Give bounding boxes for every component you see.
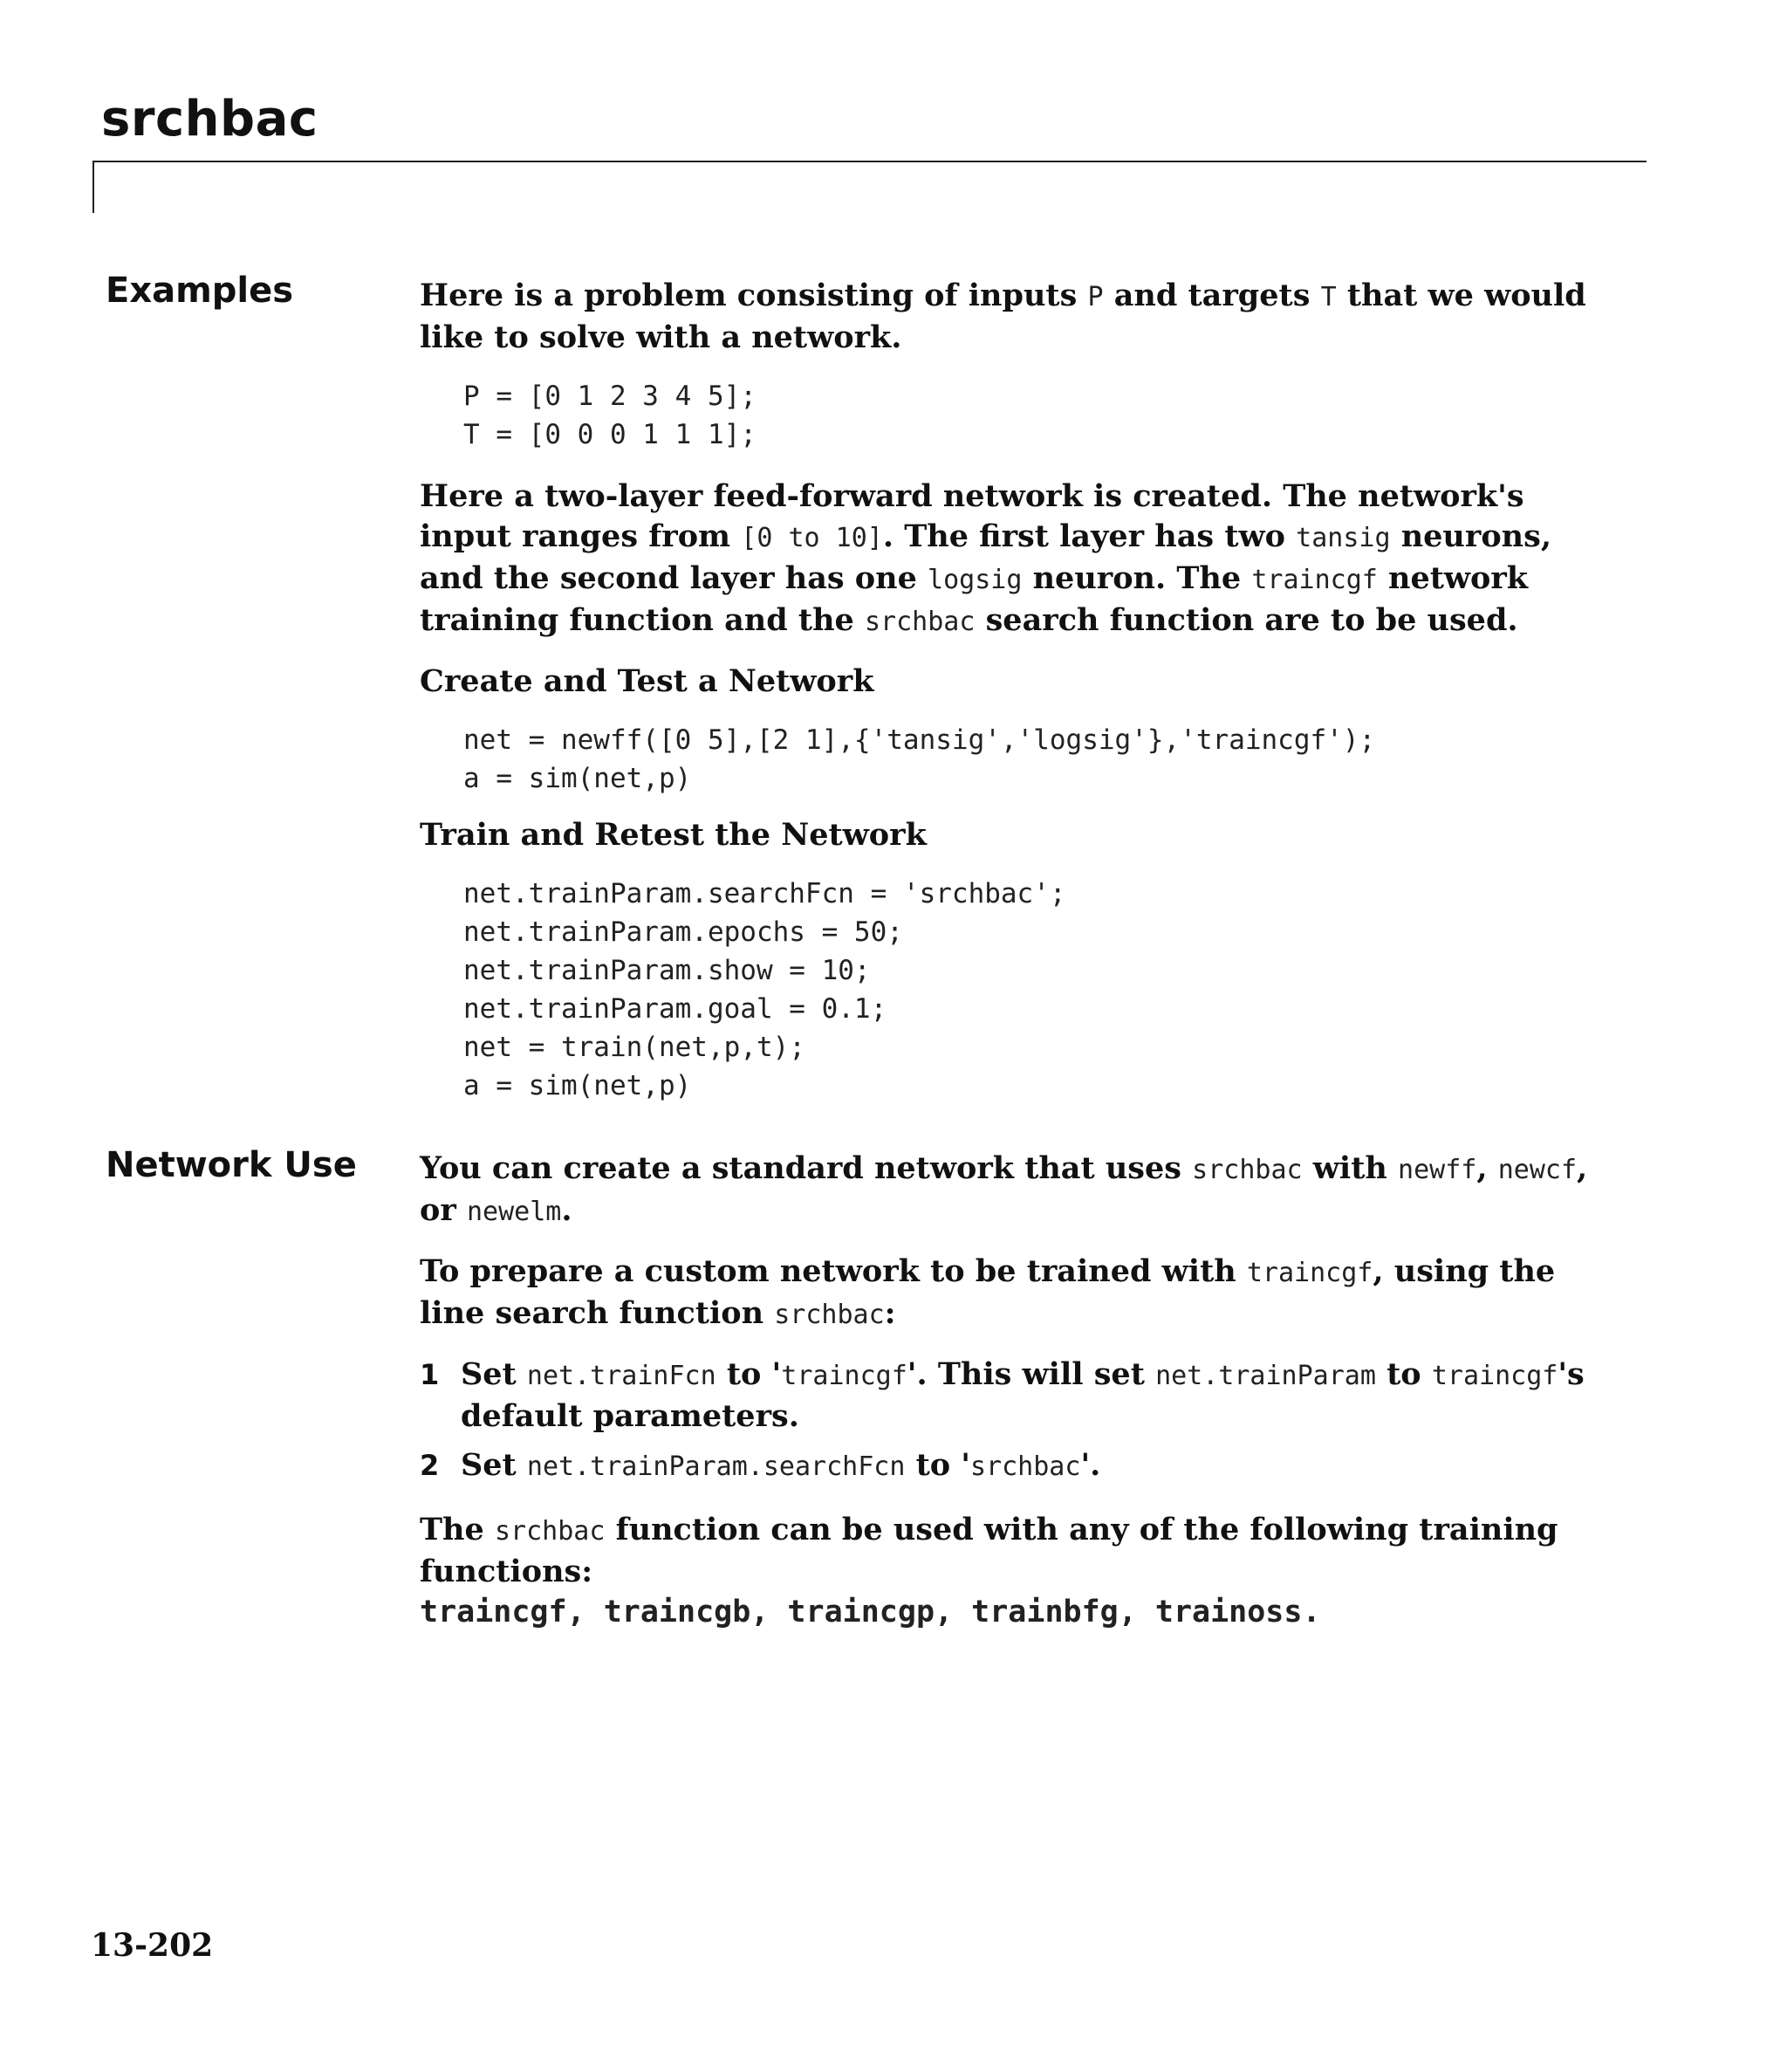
code-block-create (420, 721, 1589, 798)
code-line: P = [0 1 2 3 4 5]; (463, 381, 757, 412)
code-block-data (420, 377, 1589, 454)
code-line: net.trainParam.epochs = 50; (463, 916, 903, 948)
page-title: srchbac (101, 91, 318, 148)
network-use-heading: Network Use (106, 1145, 357, 1185)
network-use-custom: To prepare a custom network to be trained with traincgf, using the line search function srchbac: (420, 1253, 1556, 1331)
code-line: net = train(net,p,t); (463, 1032, 805, 1063)
subheading-train-retest: Train and Retest the Network (420, 817, 927, 853)
code-line: net.trainParam.goal = 0.1; (463, 993, 887, 1025)
code-line: net = newff([0 5],[2 1],{'tansig','logsig'},'traincgf'); (463, 724, 1376, 756)
page-number: 13-202 (91, 1927, 214, 1964)
code-line: net.trainParam.searchFcn = 'srchbac'; (463, 878, 1066, 909)
network-use-intro: You can create a standard network that uses srchbac with newff, newcf, or newelm. (420, 1150, 1588, 1228)
examples-heading: Examples (106, 271, 294, 311)
header-rule-tick (92, 161, 94, 213)
steps-list (420, 1355, 1589, 1487)
header-rule (92, 161, 1647, 162)
network-use-functions-intro: The srchbac function can be used with any of the following training functions: (420, 1512, 1558, 1589)
examples-section (420, 276, 1589, 1105)
subheading-create-test: Create and Test a Network (420, 663, 874, 699)
code-block-train (420, 875, 1589, 1105)
code-line: a = sim(net,p) (463, 763, 692, 794)
examples-network-description: Here a two-layer feed-forward network is created. The network's input ranges from [0 to 10]. The first layer has two tansig neurons, and the second layer has one logsig neuron. The traincgf network training function and the srchbac search function are to be used. (420, 478, 1551, 638)
code-line: net.trainParam.show = 10; (463, 955, 871, 986)
step-item: 2 Set net.trainParam.searchFcn to 'srchbac'. (420, 1447, 1101, 1483)
training-functions-list: traincgf, traincgb, traincgp, trainbfg, trainoss. (420, 1595, 1321, 1629)
step-item: 1 Set net.trainFcn to 'traincgf'. This will set net.trainParam to traincgf's default parameters. (420, 1356, 1585, 1434)
code-line: a = sim(net,p) (463, 1070, 692, 1101)
examples-intro: Here is a problem consisting of inputs P and targets T that we would like to solve with a network. (420, 278, 1586, 355)
code-line: T = [0 0 0 1 1 1]; (463, 419, 757, 450)
network-use-section (420, 1149, 1589, 1632)
